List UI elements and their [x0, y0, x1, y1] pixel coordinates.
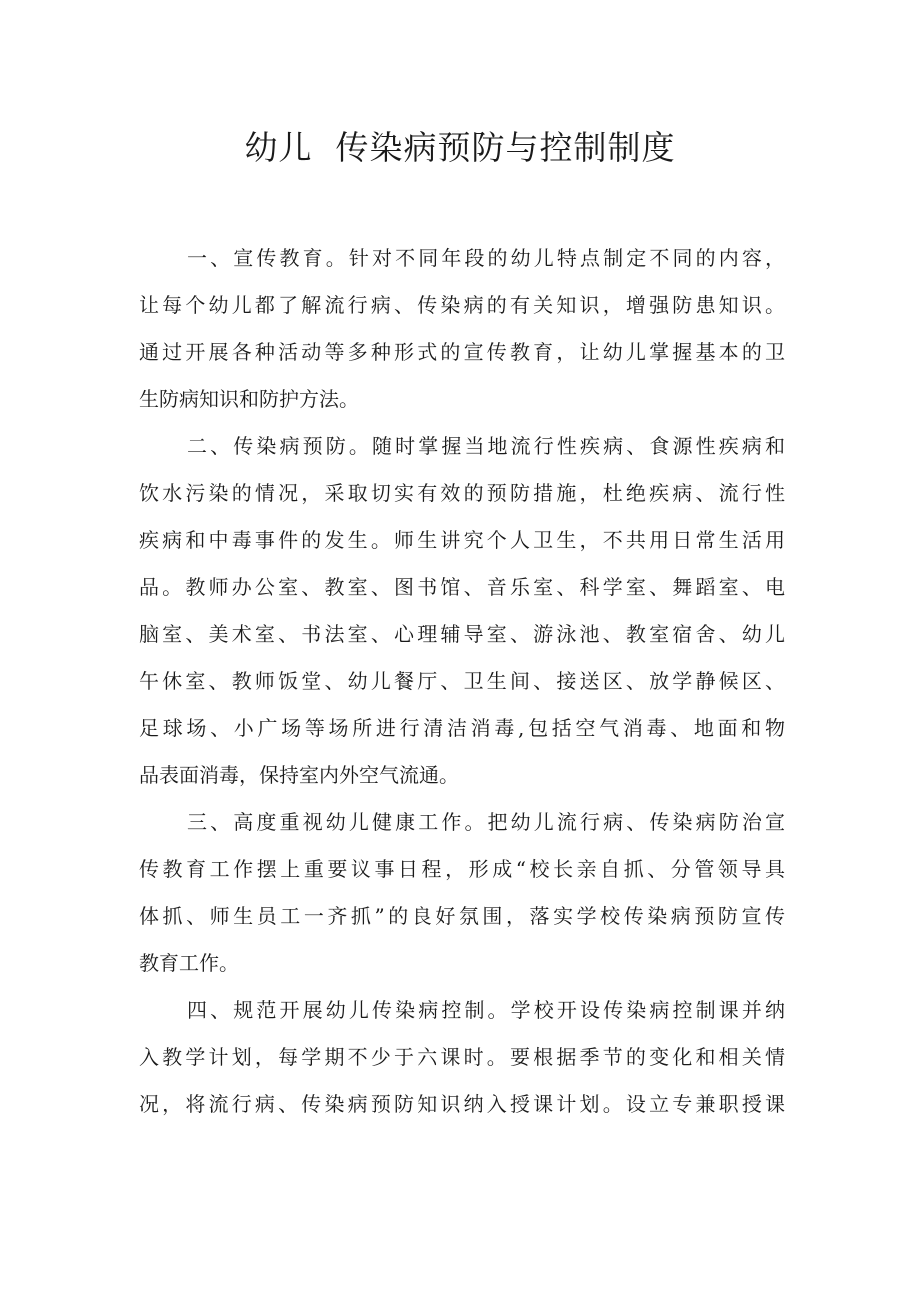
body-line: 足球场、小广场等场所进行清洁消毒,包括空气消毒、地面和物 — [139, 716, 785, 740]
document-body — [139, 235, 785, 1128]
body-line: 况，将流行病、传染病预防知识纳入授课计划。设立专兼职授课 — [139, 1092, 785, 1116]
body-line: 午休室、教师饭堂、幼儿餐厅、卫生间、接送区、放学静候区、 — [139, 669, 785, 693]
body-line: 教育工作。 — [139, 951, 239, 975]
document-title: 幼儿 传染病预防与控制制度 — [244, 128, 676, 167]
body-line: 一、宣传教育。针对不同年段的幼儿特点制定不同的内容， — [187, 246, 785, 270]
body-line: 通过开展各种活动等多种形式的宣传教育，让幼儿掌握基本的卫 — [139, 340, 785, 364]
body-line: 品。教师办公室、教室、图书馆、音乐室、科学室、舞蹈室、电 — [139, 575, 785, 599]
body-line: 四、规范开展幼儿传染病控制。学校开设传染病控制课并纳 — [187, 998, 785, 1022]
body-line: 体抓、师生员工一齐抓”的良好氛围，落实学校传染病预防宣传 — [139, 904, 785, 928]
body-line: 脑室、美术室、书法室、心理辅导室、游泳池、教室宿舍、幼儿 — [139, 622, 785, 646]
body-line: 生防病知识和防护方法。 — [139, 387, 359, 411]
body-line: 传教育工作摆上重要议事日程，形成“校长亲自抓、分管领导具 — [139, 857, 785, 881]
body-line: 品表面消毒，保持室内外空气流通。 — [139, 763, 459, 787]
body-line: 饮水污染的情况，采取切实有效的预防措施，杜绝疾病、流行性 — [139, 481, 785, 505]
body-line: 二、传染病预防。随时掌握当地流行性疾病、食源性疾病和 — [187, 434, 785, 458]
body-line: 入教学计划，每学期不少于六课时。要根据季节的变化和相关情 — [139, 1045, 785, 1069]
body-line: 三、高度重视幼儿健康工作。把幼儿流行病、传染病防治宣 — [187, 810, 785, 834]
body-line: 疾病和中毒事件的发生。师生讲究个人卫生，不共用日常生活用 — [139, 528, 785, 552]
body-line: 让每个幼儿都了解流行病、传染病的有关知识，增强防患知识。 — [139, 293, 785, 317]
